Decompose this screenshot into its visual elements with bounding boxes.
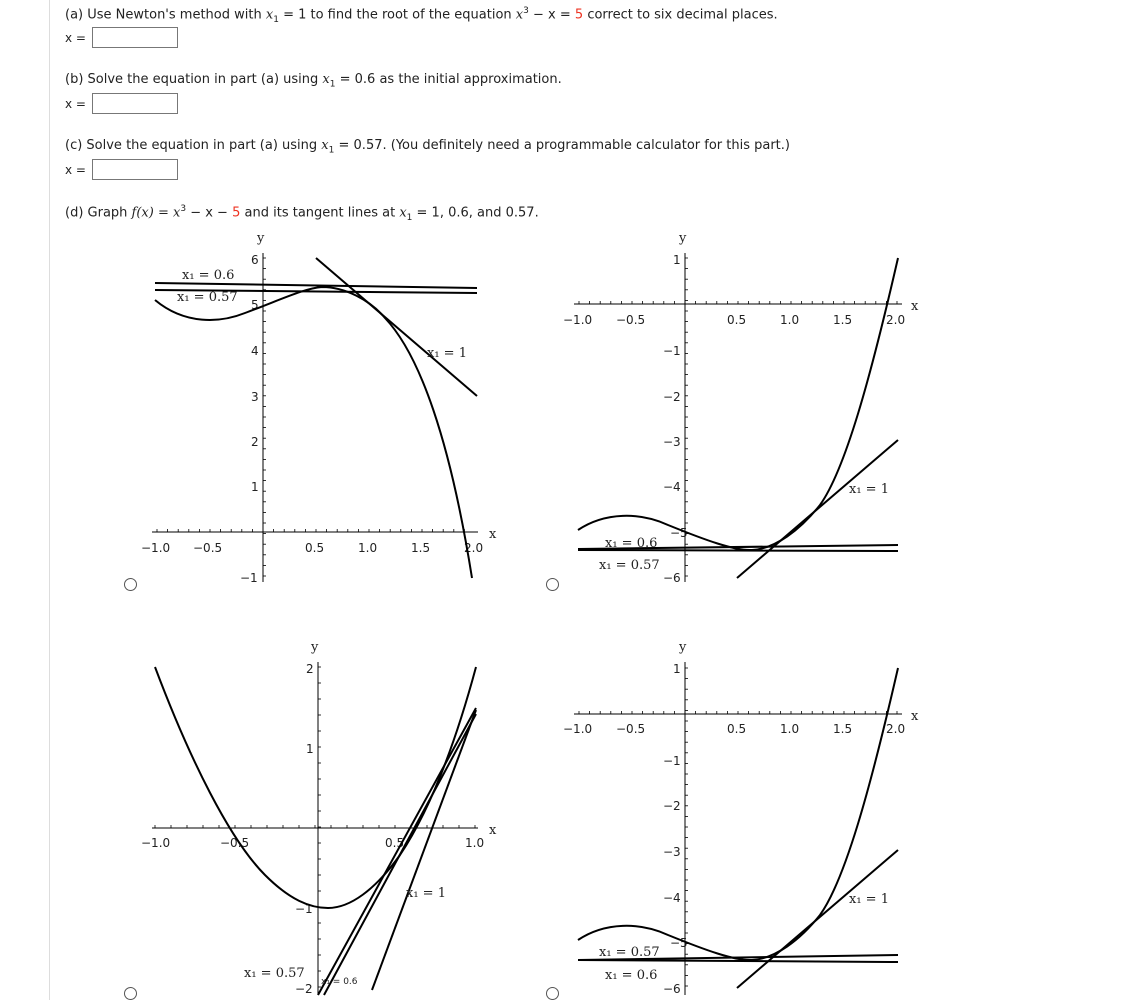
part-a-eq-rhs: 5 [574, 7, 584, 23]
p4-xtick-label: −0.5 [616, 722, 646, 736]
part-d-rest: − x − [190, 205, 228, 221]
p4-xtick-label: 2.0 [886, 722, 906, 736]
part-b-suffix: as the initial approximation. [379, 72, 562, 87]
p4-ylabel: y [679, 640, 687, 655]
part-d-values: = 1, 0.6, and 0.57. [416, 205, 539, 221]
p3-ylabel: y [311, 640, 319, 655]
p1-ytick-label: 4 [251, 344, 259, 358]
p3-xtick-label: −1.0 [141, 836, 171, 850]
p1-xlabel: x [489, 527, 497, 542]
p3-xtick-label: 0.5 [385, 836, 405, 850]
part-b-eq-value: = 0.6 [339, 72, 376, 87]
p2-ytick-label: 1 [673, 253, 681, 267]
p2-xtick-label: 2.0 [886, 313, 906, 327]
p1-ytick-label: 1 [251, 480, 259, 494]
part-d-sub: 1 [406, 212, 413, 223]
p2-xtick-label: 1.0 [780, 313, 800, 327]
p1-curve-f [155, 287, 472, 578]
p4-xtick-label: 1.5 [833, 722, 853, 736]
p4-ytick-label: −2 [663, 799, 681, 813]
part-d-five: 5 [232, 205, 241, 221]
p3-xlabel: x [489, 823, 497, 838]
p2-xtick-label: −0.5 [616, 313, 646, 327]
part-a-eq-x: x [515, 7, 524, 23]
p3-ytick-label: −2 [295, 982, 313, 996]
p2-label-06: x₁ = 0.6 [605, 536, 658, 551]
part-b-prefix: (b) Solve the equation in part (a) using [65, 72, 319, 87]
p1-tangent-1 [316, 258, 477, 396]
p3-label-1: x₁ = 1 [406, 886, 446, 901]
p4-label-1: x₁ = 1 [849, 892, 889, 907]
p1-label-057: x₁ = 0.57 [177, 290, 238, 305]
p4-label-057: x₁ = 0.57 [599, 945, 660, 960]
p3-xtick-label: −0.5 [220, 836, 250, 850]
p4-label-06: x₁ = 0.6 [605, 968, 658, 983]
p2-xlabel: x [911, 299, 919, 314]
p3-ytick-label: 2 [306, 662, 314, 676]
p1-xtick-label: 1.0 [358, 541, 378, 555]
p4-ytick-label: −5 [670, 936, 688, 950]
p2-ytick-label: −5 [670, 526, 688, 540]
answer-label-b: x = [65, 96, 86, 111]
p1-ytick-label: 2 [251, 435, 259, 449]
p4-ytick-label: −6 [663, 982, 681, 996]
p1-ytick-label: 6 [251, 253, 259, 267]
part-c-suffix: (You definitely need a programmable calculator for this part.) [390, 138, 790, 153]
p2-label-1: x₁ = 1 [849, 482, 889, 497]
p2-label-057: x₁ = 0.57 [599, 558, 660, 573]
part-c-var: x [321, 138, 329, 153]
p4-xtick-label: 0.5 [727, 722, 747, 736]
part-a-mid: to find the root of the equation [310, 7, 512, 23]
p1-ylabel: y [257, 231, 265, 246]
part-d-mid: and its tangent lines at [244, 205, 396, 221]
p3-xtick-label: 1.0 [465, 836, 485, 850]
p2-ytick-label: −4 [663, 480, 681, 494]
p1-label-1: x₁ = 1 [427, 346, 467, 361]
part-a-var: x [265, 7, 274, 23]
p2-xtick-label: 0.5 [727, 313, 747, 327]
p1-xtick-label: 1.5 [411, 541, 431, 555]
p2-ytick-label: −2 [663, 390, 681, 404]
part-b-sub: 1 [329, 79, 336, 90]
p1-ytick-label: 3 [251, 390, 259, 404]
p1-label-06: x₁ = 0.6 [182, 268, 235, 283]
p2-ytick-label: −1 [663, 344, 681, 358]
p1-xtick-label: −0.5 [193, 541, 223, 555]
p1-xtick-label: 0.5 [305, 541, 325, 555]
part-c-eq-value: = 0.57. [338, 138, 387, 153]
part-c-sub: 1 [328, 145, 335, 156]
part-a-eq-rest: − x = [533, 7, 571, 23]
p2-xtick-label: −1.0 [563, 313, 593, 327]
p3-ytick-label: 1 [306, 742, 314, 756]
p2-ytick-label: −6 [663, 571, 681, 585]
part-c-prefix: (c) Solve the equation in part (a) using [65, 138, 318, 153]
part-a-eq-value: = 1 [283, 7, 307, 23]
p1-xtick-label: 2.0 [464, 541, 484, 555]
p4-xlabel: x [911, 709, 919, 724]
part-a-eq-exp: 3 [523, 6, 529, 16]
part-d-exp: 3 [180, 204, 187, 214]
p1-ytick-label: −1 [240, 571, 258, 585]
p2-ytick-label: −3 [663, 435, 681, 449]
p1-xtick-label: −1.0 [141, 541, 171, 555]
p4-ytick-label: 1 [673, 662, 681, 676]
p3-label-057: x₁ = 0.57 [244, 966, 305, 981]
answer-label-a: x = [65, 30, 86, 45]
p4-ytick-label: −3 [663, 845, 681, 859]
part-a-prefix: (a) Use Newton's method with [65, 7, 262, 23]
p4-xtick-label: −1.0 [563, 722, 593, 736]
part-b-var: x [322, 72, 330, 87]
answer-label-c: x = [65, 162, 86, 177]
part-d-var: x [399, 205, 407, 221]
p4-xtick-label: 1.0 [780, 722, 800, 736]
p4-ytick-label: −4 [663, 891, 681, 905]
part-d-prefix: (d) Graph [65, 205, 128, 221]
part-a-suffix: correct to six decimal places. [587, 7, 778, 23]
p2-ylabel: y [679, 231, 687, 246]
p1-ytick-label: 5 [251, 298, 259, 312]
part-a-sub: 1 [273, 14, 279, 25]
part-d-fx: f(x) = x [131, 205, 181, 221]
p2-xtick-label: 1.5 [833, 313, 853, 327]
p3-label-06: x₁ = 0.6 [321, 977, 358, 987]
p3-ytick-label: −1 [295, 902, 313, 916]
p4-ytick-label: −1 [663, 754, 681, 768]
